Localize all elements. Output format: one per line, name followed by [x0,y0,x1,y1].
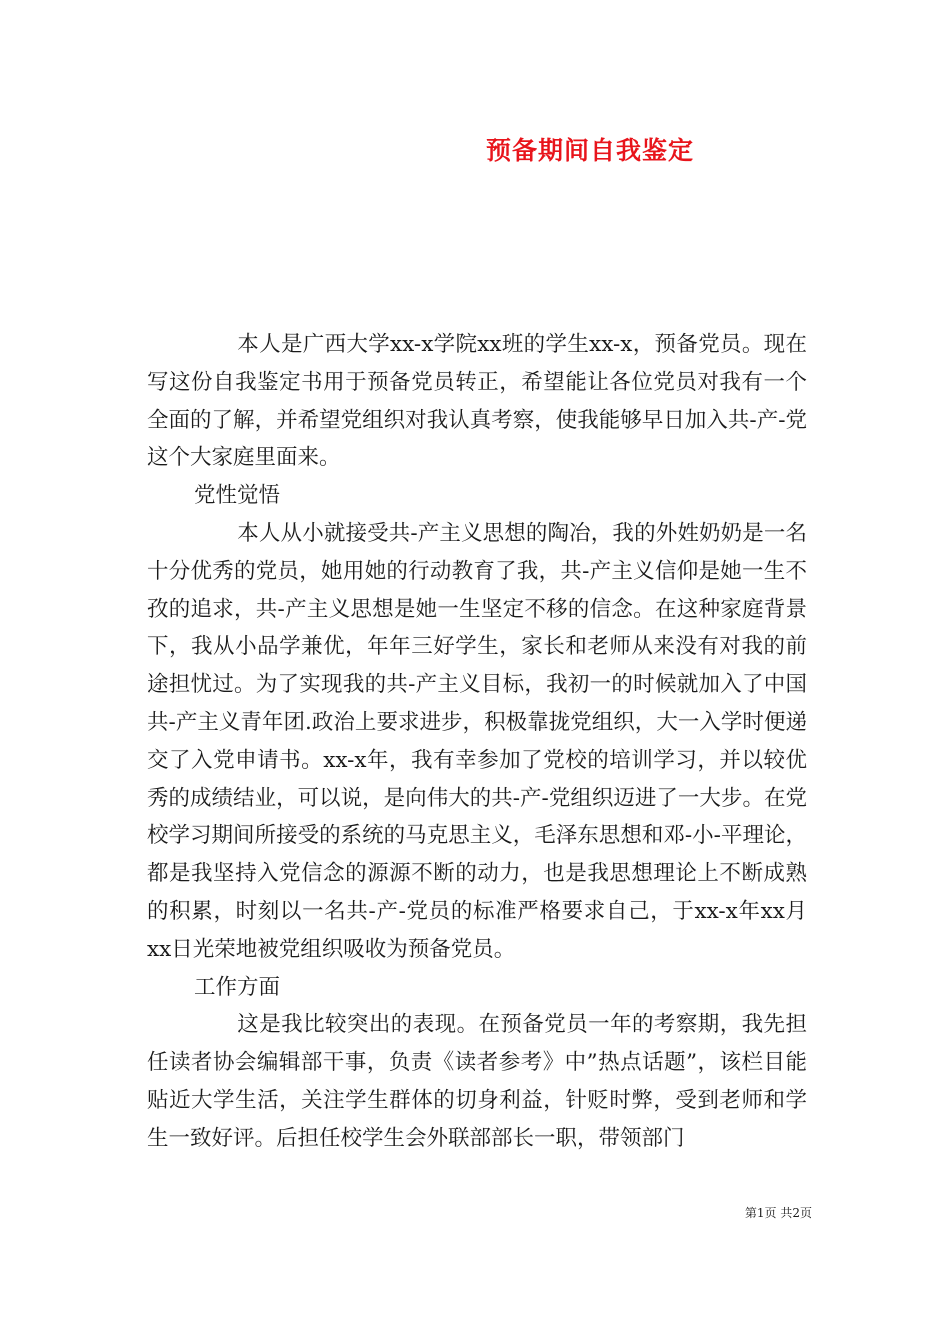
page-footer: 第1页 共2页 [744,1206,812,1220]
document-body [147,326,807,1158]
section-heading-work: 工作方面 [194,974,281,1000]
intro-paragraph: 本人是广西大学xx-x学院xx班的学生xx-x，预备党员。现在写这份自我鉴定书用于预备党员转正，希望能让各位党员对我有一个全面的了解，并希望党组织对我认真考察，使我能够早日加入共-产-党这个大家庭里面来。 [147,332,807,471]
section-heading-party-awareness: 党性觉悟 [194,483,281,509]
work-paragraph: 这是我比较突出的表现。在预备党员一年的考察期，我先担任读者协会编辑部干事，负责《读者参考》中”热点话题”，该栏目能贴近大学生活，关注学生群体的切身利益，针贬时弊，受到老师和学生一致好评。后担任校学生会外联部部长一职，带领部门 [147,1012,807,1151]
document-title: 预备期间自我鉴定 [485,136,694,165]
party-awareness-paragraph: 本人从小就接受共-产主义思想的陶冶，我的外姓奶奶是一名十分优秀的党员，她用她的行动教育了我，共-产主义信仰是她一生不孜的追求，共-产主义思想是她一生坚定不移的信念。在这种家庭背景下，我从小品学兼优，年年三好学生，家长和老师从来没有对我的前途担忧过。为了实现我的共-产主义目标，我初一的时候就加入了中国共-产主义青年团.政治上要求进步，积极靠拢党组织，大一入学时便递交了入党申请书。xx-x年，我有幸参加了党校的培训学习，并以较优秀的成绩结业，可以说，是向伟大的共-产-党组织迈进了一大步。在党校学习期间所接受的系统的马克思主义，毛泽东思想和邓-小-平理论，都是我坚持入党信念的源源不断的动力，也是我思想理论上不断成熟的积累，时刻以一名共-产-党员的标准严格要求自己，于xx-x年xx月xx日光荣地被党组织吸收为预备党员。 [147,520,807,962]
